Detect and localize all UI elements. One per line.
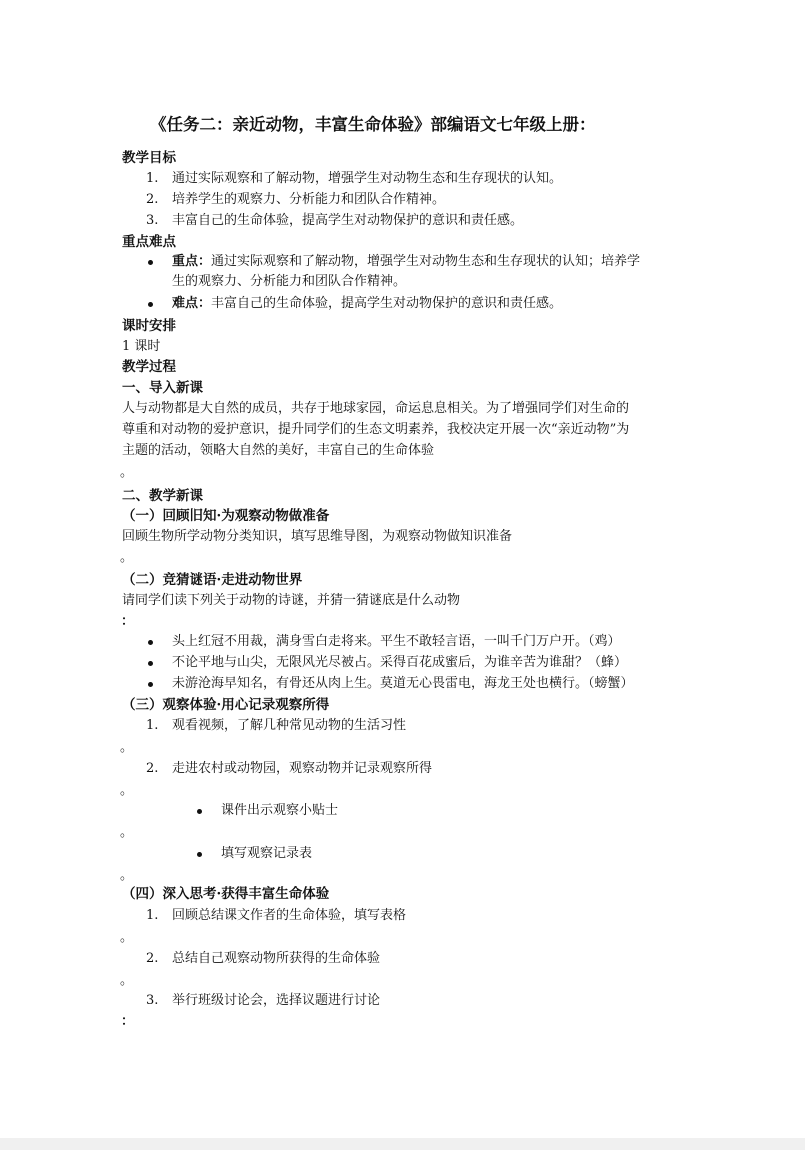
item-number: 3. bbox=[146, 993, 159, 1008]
item-number: 2. bbox=[146, 951, 159, 966]
reflect-item: 举行班级讨论会，选择议题进行讨论 bbox=[172, 993, 381, 1008]
focus-label: 重点： bbox=[172, 254, 212, 269]
part4-heading: （四）深入思考·获得丰富生命体验 bbox=[122, 886, 330, 902]
bullet-icon bbox=[197, 809, 202, 814]
riddle-item: 不论平地与山尖，无限风光尽被占。采得百花成蜜后，为谁辛苦为谁甜？（蜂） bbox=[172, 655, 628, 670]
part1-heading: （一）回顾旧知·为观察动物做准备 bbox=[122, 508, 330, 524]
intro-heading: 一、导入新课 bbox=[122, 380, 203, 396]
part2-text: 请同学们读下列关于动物的诗谜，并猜一猜谜底是什么动物 bbox=[122, 593, 461, 608]
page-title: 《任务二：亲近动物，丰富生命体验》部编语文七年级上册： bbox=[150, 115, 596, 134]
part1-text: 回顾生物所学动物分类知识，填写思维导图，为观察动物做知识准备 bbox=[122, 529, 513, 544]
riddle-item: 头上红冠不用裁，满身雪白走将来。平生不敢轻言语，一叫千门万户开。（鸡） bbox=[172, 634, 621, 649]
difficulty-text: 丰富自己的生命体验，提高学生对动物保护的意识和责任感。 bbox=[211, 296, 563, 311]
item-number: 2. bbox=[146, 761, 159, 776]
reflect-item: 总结自己观察动物所获得的生命体验 bbox=[172, 951, 381, 966]
stray-period: 。 bbox=[120, 825, 134, 840]
intro-paragraph-line: 人与动物都是大自然的成员，共存于地球家园，命运息息相关。为了增强同学们对生命的 bbox=[122, 401, 630, 416]
objective-item: 通过实际观察和了解动物，增强学生对动物生态和生存现状的认知。 bbox=[172, 171, 563, 186]
focus-text: 通过实际观察和了解动物，增强学生对动物生态和生存现状的认知；培养学 bbox=[211, 254, 641, 269]
stray-colon: ： bbox=[121, 1014, 135, 1029]
objective-number: 3. bbox=[146, 213, 159, 228]
key-points-heading: 重点难点 bbox=[122, 234, 176, 250]
bullet-icon bbox=[197, 852, 202, 857]
stray-period: 。 bbox=[120, 465, 134, 480]
difficulty-line bbox=[172, 295, 562, 313]
schedule-value: 1 课时 bbox=[122, 339, 161, 354]
stray-period: 。 bbox=[120, 930, 134, 945]
stray-period: 。 bbox=[120, 550, 134, 565]
objective-number: 1. bbox=[146, 171, 159, 186]
schedule-heading: 课时安排 bbox=[122, 318, 176, 334]
part3-heading: （三）观察体验·用心记录观察所得 bbox=[122, 697, 330, 713]
stray-period: 。 bbox=[120, 783, 134, 798]
process-heading: 教学过程 bbox=[122, 359, 176, 375]
intro-paragraph-line: 尊重和对动物的爱护意识，提升同学们的生态文明素养，我校决定开展一次“亲近动物”为 bbox=[122, 422, 630, 437]
focus-line-continued: 生的观察力、分析能力和团队合作精神。 bbox=[172, 274, 407, 289]
riddle-item: 未游沧海早知名，有骨还从肉上生。莫道无心畏雷电，海龙王处也横行。（螃蟹） bbox=[172, 676, 634, 691]
item-number: 1. bbox=[146, 718, 159, 733]
page-bottom-edge bbox=[0, 1138, 805, 1150]
objective-item: 培养学生的观察力、分析能力和团队合作精神。 bbox=[172, 192, 446, 207]
bullet-icon bbox=[148, 302, 153, 307]
part2-heading: （二）竞猜谜语·走进动物世界 bbox=[122, 572, 303, 588]
item-number: 1. bbox=[146, 908, 159, 923]
bullet-icon bbox=[148, 682, 153, 687]
new-lesson-heading: 二、教学新课 bbox=[122, 488, 203, 504]
observe-item: 观看视频，了解几种常见动物的生活习性 bbox=[172, 718, 407, 733]
stray-period: 。 bbox=[120, 973, 134, 988]
bullet-icon bbox=[148, 640, 153, 645]
observe-subitem: 课件出示观察小贴士 bbox=[221, 803, 339, 818]
stray-period: 。 bbox=[120, 740, 134, 755]
difficulty-label: 难点： bbox=[172, 296, 212, 311]
objective-number: 2. bbox=[146, 192, 159, 207]
reflect-item: 回顾总结课文作者的生命体验，填写表格 bbox=[172, 908, 407, 923]
observe-subitem: 填写观察记录表 bbox=[221, 846, 313, 861]
focus-line bbox=[172, 253, 640, 271]
objective-item: 丰富自己的生命体验，提高学生对动物保护的意识和责任感。 bbox=[172, 213, 524, 228]
objectives-heading: 教学目标 bbox=[122, 150, 176, 166]
stray-colon: ： bbox=[121, 614, 135, 629]
bullet-icon bbox=[148, 661, 153, 666]
bullet-icon bbox=[148, 260, 153, 265]
stray-period: 。 bbox=[120, 868, 134, 883]
observe-item: 走进农村或动物园，观察动物并记录观察所得 bbox=[172, 761, 433, 776]
intro-paragraph-line: 主题的活动，领略大自然的美好，丰富自己的生命体验 bbox=[122, 443, 435, 458]
